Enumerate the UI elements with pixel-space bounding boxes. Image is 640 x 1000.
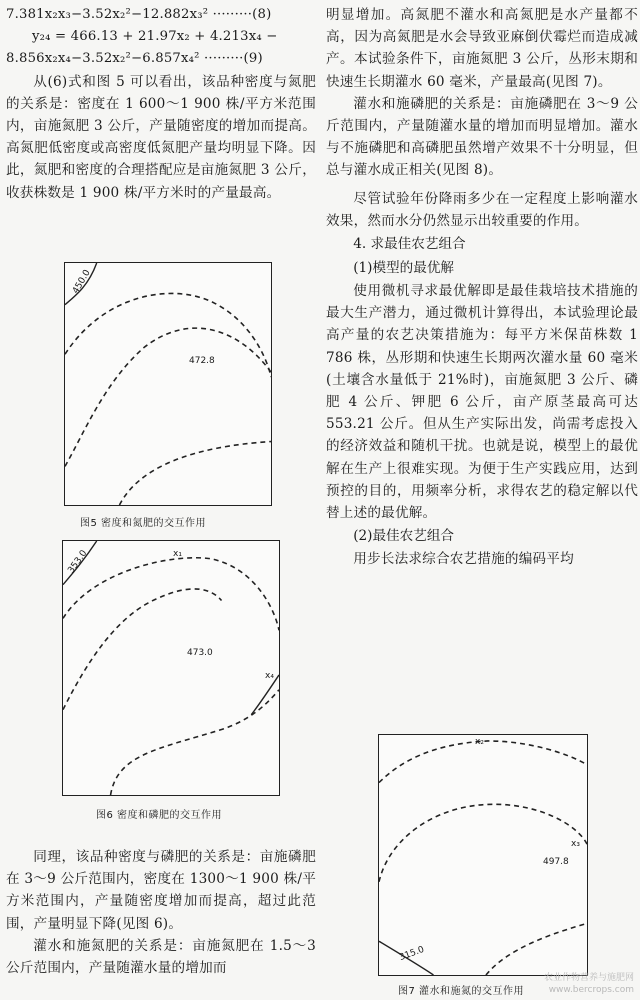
watermark-url: www.bercrops.com (548, 985, 634, 995)
fig6-x1-label: x₁ (173, 549, 182, 559)
fig7-x3-label: x₃ (571, 839, 580, 849)
figure-7-caption: 图7 灌水和施氮的交互作用 (398, 986, 525, 997)
fig6-contour-inner (111, 690, 279, 795)
paragraph-density-phosphorus: 同理，该品种密度与磷肥的关系是：亩施磷肥在 3～9 公斤范围内，密度在 1300～1 900 株/平方米范围内，产量随密度增加而提高，超过此范围，产量明显下降(见图 6)。 (6, 849, 316, 932)
equation-8: 7.381x₂x₃−3.52x₂²−12.882x₃² ·········(8) (6, 7, 272, 22)
fig6-corner-label: 353.0 (66, 548, 90, 576)
fig6-contour-outer (63, 558, 279, 631)
paragraph-water-nitrogen: 灌水和施氮肥的关系是：亩施氮肥在 1.5～3 公斤范围内，产量随灌水量的增加而 (6, 937, 316, 977)
paragraph-optimal-solution: 使用微机寻求最优解即是最佳栽培技术措施的最大生产潜力，通过微机计算得出，本试验理论最高产量的农艺决策措施为：每平方米保苗株数 1 786 株，丛形期和快速生长期两次灌水量 60 毫米(土壤含水量低于 21%时)，亩施氮肥 3 公斤、磷肥 4 公斤、钾肥 6 公斤，亩产原茎最高可达 553.21 公斤。但从生产实际出发，尚需考虑投入的经济效益和随机干扰。也就是说，模型上的最优解在生产上很难实现。为便于生产实践应用，达到预控的目的，用频率分析，求得农艺的稳定解以代替上述的最优解。 (326, 283, 638, 522)
fig7-corner-label: 315.0 (398, 944, 426, 964)
fig6-x4-label: x₄ (265, 671, 274, 681)
fig6-center-label: 473.0 (187, 648, 213, 658)
subsection-heading-1: (1)模型的最优解 (353, 260, 455, 277)
section-heading-4: 4. 求最佳农艺组合 (353, 236, 466, 253)
watermark-title: 农业作物营养与施肥网 (543, 973, 634, 983)
paragraph-rainfall: 尽管试验年份降雨多少在一定程度上影响灌水效果，然而水分仍然显示出较重要的作用。 (326, 190, 638, 229)
paragraph-step-method: 用步长法求综合农艺措施的编码平均 (353, 551, 574, 568)
figure-7-plot (379, 735, 587, 975)
fig5-center-label: 472.8 (189, 356, 215, 366)
fig7-contour-middle (379, 804, 587, 881)
equation-9-line1: y₂₄ = 466.13 + 21.97x₂ + 4.213x₄ − (32, 29, 278, 45)
figure-5-plot (65, 263, 271, 505)
paragraph-continued: 明显增加。高氮肥不灌水和高氮肥是水产量都不高，因为高氮肥是水会导致亚麻倒伏霉烂而造成减产。本试验条件下，亩施氮肥 3 公斤，丛形末期和快速生长期灌水 60 毫米，产量最高(见图 7)。 (326, 7, 638, 90)
left-column (6, 0, 316, 204)
equation-9-line2: 8.856x₂x₄−3.52x₂²−6.857x₄² ·········(9) (6, 51, 263, 67)
fig5-contour-outer (65, 293, 271, 377)
subsection-heading-2: (2)最佳农艺组合 (353, 528, 455, 545)
figure-6-plot (63, 541, 279, 795)
figure-6-contour (62, 540, 280, 796)
paragraph-water-phosphorus: 灌水和施磷肥的关系是：亩施磷肥在 3～9 公斤范围内，产量随灌水量的增加而明显增加。灌水与不施磷肥和高磷肥虽然增产效果不十分明显，但总与灌水成正相关(见图 8)。 (326, 95, 638, 179)
left-column-bottom (6, 846, 316, 979)
fig5-contour-inner (119, 442, 271, 505)
fig7-contour-outer (379, 741, 587, 783)
fig5-corner-label: 450.0 (71, 268, 93, 296)
figure-6-caption: 图6 密度和磷肥的交互作用 (96, 810, 223, 821)
figure-7-contour (378, 734, 588, 976)
fig7-center-label: 497.8 (543, 857, 569, 867)
paragraph-density-nitrogen: 从(6)式和图 5 可以看出，该品种密度与氮肥的关系是：密度在 1 600～1 900 株/平方米范围内，亩施氮肥 3 公斤，产量随密度的增加而提高。高氮肥低密度或高密度低氮肥产量均明显下降。因此，氮肥和密度的合理搭配应是亩施氮肥 3 公斤，收获株数是 1 900 株/平方米时的产量最高。 (6, 73, 316, 201)
watermark (544, 972, 634, 996)
figure-5-contour (64, 262, 272, 506)
right-column (326, 4, 638, 570)
fig7-contour-inner (486, 923, 587, 975)
fig7-x2-label: x₂ (475, 737, 484, 747)
fig5-contour-middle (65, 328, 271, 466)
figure-5-caption: 图5 密度和氮肥的交互作用 (80, 518, 207, 529)
